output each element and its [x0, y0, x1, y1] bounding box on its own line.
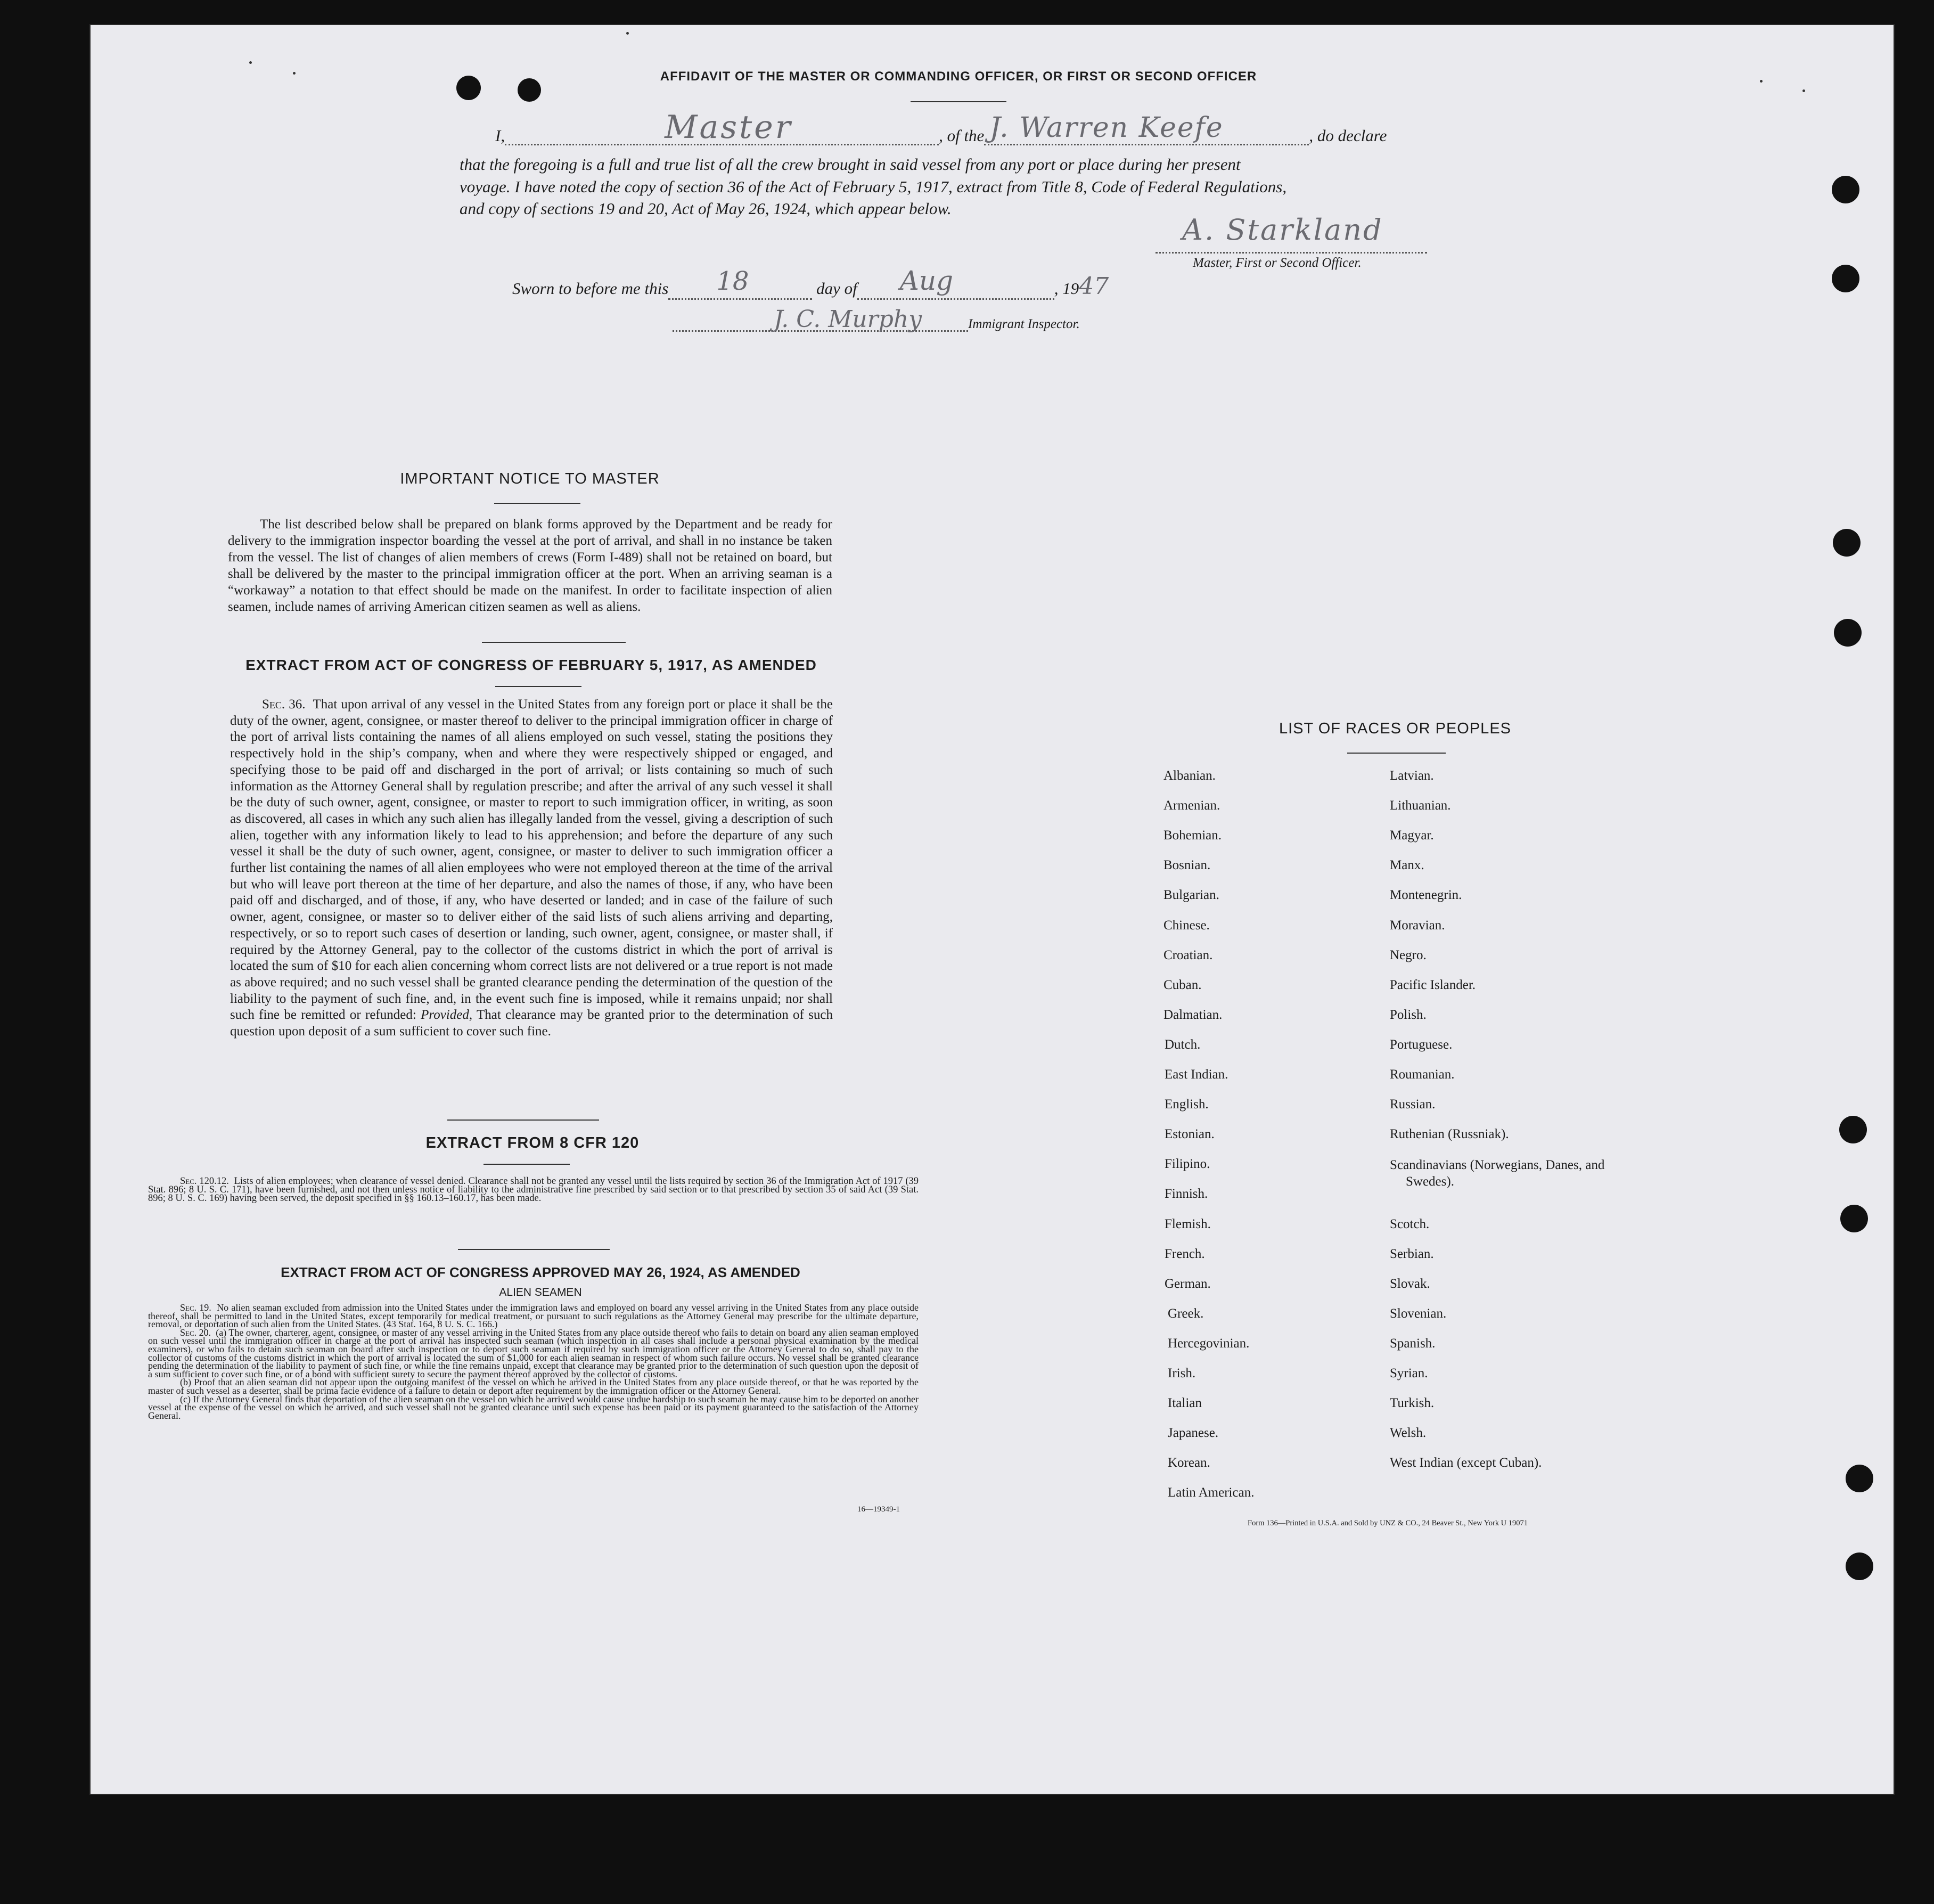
race-item: English.: [1165, 1097, 1209, 1112]
race-item: Dalmatian.: [1163, 1007, 1223, 1022]
punch-hole: [1834, 619, 1862, 647]
race-item: Roumanian.: [1390, 1067, 1455, 1082]
punch-hole: [1833, 529, 1861, 557]
speck: [626, 32, 629, 35]
race-item: Scandinavians (Norwegians, Danes, and Swedes).: [1390, 1158, 1605, 1189]
handwritten-day: 18: [716, 266, 749, 296]
divider: [1347, 753, 1446, 754]
punch-hole: [456, 76, 481, 100]
section-20a-text: (a) The owner, charterer, agent, consignee, or master of any vessel arriving in the United States from any place outside thereof who fails to detain on board any alien seaman employed on such vessel until the immigration officer in charge at the port of arrival has inspected such seaman (which inspection in all cases shall include a personal physical examination by the medical examiners), or who fails to detain such seaman on board after such inspection or to deport such seaman if required by such immigration officer or the Attorney General to do so, shall pay to the collector of customs of the customs district in which the port of arrival is located the sum of $1,000 for each alien seaman in respect of whom such failure occurs. No vessel shall be granted clearance pending the determination of the liability to payment of such fine, or while the fine remains unpaid, except that clearance may be granted prior to the determination of such question upon the deposit of a sum sufficient to cover such fine, or of a bond with sufficient surety to secure the payment thereof approved by the collector of customs.: [148, 1327, 919, 1379]
punch-hole: [1846, 1465, 1873, 1492]
race-item: Chinese.: [1163, 918, 1210, 933]
master-signature: A. Starkland: [1182, 213, 1383, 247]
race-item: Magyar.: [1390, 828, 1434, 843]
extract-1917-heading: EXTRACT FROM ACT OF CONGRESS OF FEBRUARY 5, 1917, AS AMENDED: [245, 657, 817, 673]
section-120-text: Lists of alien employees; when clearance of vessel denied. Clearance shall not be granted any vessel until the lists required by section 36 of the Immigration Act of 1917 (39 Stat. 896; 8 U. S. C. 171), have been furnished, and not then unless notice of liability to the administrative fine prescribed by said section or to that prescribed by section 35 of said Act (39 Stat. 896; 8 U. S. C. 169) having been served, the deposit specified in §§ 160.13–160.17, has been made.: [148, 1176, 919, 1204]
race-item: Cuban.: [1163, 977, 1202, 992]
inspector-caption: Immigrant Inspector.: [968, 317, 1080, 331]
race-item: Moravian.: [1390, 918, 1445, 933]
race-item: Finnish.: [1165, 1187, 1208, 1202]
master-signature-line: [1156, 252, 1427, 254]
section-20a-paragraph: [148, 1329, 919, 1379]
race-item: Slovak.: [1390, 1276, 1430, 1291]
section-36-label: Sec. 36.: [262, 697, 306, 712]
extract-cfr-text: [148, 1178, 919, 1203]
notice-paragraph: The list described below shall be prepared on blank forms approved by the Department and be ready for delivery to the immigration inspector boarding the vessel at the port of arrival, and shall in no instance be taken from the vessel. The list of changes of alien members of crews (Form I-489) shall not be retained on board, but shall be delivered by the master to the principal immigration officer at the port. When an arriving seaman is a “workaway” a notation to that effect should be made on the manifest. In order to facilitate inspection of alien seamen, include names of arriving American citizen seamen as well as aliens.: [228, 517, 832, 614]
handwritten-month: Aug: [899, 265, 954, 296]
inspector-signature-field: [673, 306, 968, 333]
extract-1924-text: [148, 1304, 919, 1420]
race-item: Bohemian.: [1163, 828, 1222, 843]
speck: [293, 72, 296, 75]
race-item: Estonian.: [1165, 1127, 1215, 1142]
declaration-line-4: and copy of sections 19 and 20, Act of May 26, 1924, which appear below.: [460, 199, 952, 218]
race-item: Welsh.: [1390, 1426, 1427, 1441]
do-declare-label: , do declare: [1309, 126, 1387, 145]
affidavit-title: AFFIDAVIT OF THE MASTER OR COMMANDING OFFICER, OR FIRST OR SECOND OFFICER: [660, 69, 1257, 84]
race-item: Bulgarian.: [1163, 888, 1219, 903]
extract-1924-heading: EXTRACT FROM ACT OF CONGRESS APPROVED MAY 26, 1924, AS AMENDED: [281, 1264, 800, 1280]
alien-seamen-subheading: ALIEN SEAMEN: [499, 1286, 582, 1298]
race-item: Serbian.: [1390, 1246, 1434, 1261]
divider: [911, 101, 1006, 102]
section-36-text-end: That clearance may be granted prior to the determination of such question upon deposit of a sum sufficient to cover such fine.: [230, 1008, 833, 1039]
day-of-label: day of: [816, 279, 857, 298]
race-item: Polish.: [1390, 1007, 1427, 1022]
declaration-line-1: [495, 109, 1459, 156]
divider: [482, 642, 626, 643]
speck: [1760, 80, 1763, 83]
divider: [447, 1119, 599, 1121]
month-field: [857, 265, 1054, 300]
section-20c-paragraph: (c) If the Attorney General finds that deportation of the alien seaman on the vessel on which he arrived would cause undue hardship to such seaman he may cause him to be deported on another vessel at the expense of the vessel on which he arrived, and such vessel shall not be granted clearance until such expense has been paid or its payment guaranteed to the satisfaction of the Attorney General.: [148, 1393, 919, 1421]
race-item: Japanese.: [1168, 1426, 1219, 1441]
race-item: Russian.: [1390, 1097, 1436, 1112]
race-item: Syrian.: [1390, 1366, 1428, 1380]
section-120-label: Sec. 120.12.: [180, 1176, 229, 1187]
year-prefix: , 19: [1054, 279, 1079, 298]
race-item: French.: [1165, 1246, 1205, 1261]
race-item: Slovenian.: [1390, 1306, 1447, 1321]
handwritten-rank: Master: [665, 109, 793, 146]
section-120-paragraph: [148, 1178, 919, 1203]
notice-heading: IMPORTANT NOTICE TO MASTER: [400, 470, 660, 487]
speck: [249, 61, 252, 64]
race-item: Latin American.: [1168, 1485, 1255, 1500]
race-item: Spanish.: [1390, 1336, 1436, 1351]
races-heading: LIST OF RACES OR PEOPLES: [1279, 720, 1512, 737]
race-item: Montenegrin.: [1390, 888, 1462, 903]
race-item: Bosnian.: [1163, 858, 1211, 873]
sworn-label: Sworn to before me this: [512, 279, 669, 298]
vessel-field: [984, 112, 1309, 145]
race-item: Croatian.: [1163, 947, 1213, 962]
race-item: Flemish.: [1165, 1216, 1211, 1231]
master-caption: Master, First or Second Officer.: [1193, 256, 1362, 270]
race-item: Lithuanian.: [1390, 798, 1451, 813]
race-item: Irish.: [1168, 1366, 1196, 1380]
race-item: East Indian.: [1165, 1067, 1228, 1082]
handwritten-year: 47: [1079, 273, 1109, 300]
divider: [483, 1164, 570, 1165]
race-item: Filipino.: [1165, 1157, 1210, 1172]
section-19-paragraph: [148, 1304, 919, 1329]
race-item: German.: [1165, 1276, 1211, 1291]
race-item: Negro.: [1390, 947, 1427, 962]
race-item: Korean.: [1168, 1456, 1210, 1470]
race-item: Greek.: [1168, 1306, 1204, 1321]
race-item: Portuguese.: [1390, 1037, 1453, 1052]
punch-hole: [1846, 1552, 1873, 1580]
race-item: Turkish.: [1390, 1396, 1435, 1411]
declaration-line-2: that the foregoing is a full and true list of all the crew brought in said vessel from any port or place during her present: [460, 155, 1241, 174]
of-the-label: , of the: [939, 126, 985, 145]
rank-field: [505, 109, 939, 146]
section-20-label: Sec. 20.: [180, 1327, 211, 1338]
punch-hole: [518, 78, 541, 102]
printer-footer: Form 136—Printed in U.S.A. and Sold by UNZ & CO., 24 Beaver St., New York U 19071: [1248, 1519, 1528, 1527]
handwritten-vessel: J. Warren Keefe: [989, 112, 1224, 144]
punch-hole: [1832, 265, 1859, 292]
provided-label: Provided,: [421, 1008, 473, 1023]
section-36-text: That upon arrival of any vessel in the United States from any foreign port or place it shall be the duty of the owner, agent, consignee, or master thereof to deliver to the principal immigration officer in charge of the port of arrival lists containing the names of all aliens employed on such vessel, stating the positions they respectively hold in the ship’s company, when and where they were respectively shipped or engaged, and specifying those to be paid off and discharged in the port of arrival; or lists containing so much of such information as the Attorney General shall by regulation prescribe; and after the arrival of any such vessel it shall be the duty of such owner, agent, consignee, or master to report to such immigration officer, in writing, as soon as discovered, all cases in which any such alien has illegally landed from the vessel, giving a description of such alien, together with any information likely to lead to his apprehension; and before the departure of any such vessel it shall be the duty of such owner, agent, consignee, or master to deliver to such immigration officer a further list containing the names of all alien employees who were not employed thereon at the time of the arrival but who will leave port thereon at the time of her departure, and also the names of those, if any, who have been paid off and discharged, and of those, if any, who have deserted or landed; and in case of the failure of such owner, agent, consignee, or master so to deliver either of the said lists of such aliens arriving and departing, respectively, or so to report such cases of desertion or landing, such owner, agent, consignee, or master shall, if required by the Attorney General, pay to the collector of the customs district in which the port of arrival is located the sum of $10 for each alien concerning whom correct lists are not delivered or a true report is not made as above required; and no such vessel shall be granted clearance pending the determination of the question of the liability to the payment of such fine, and, in the event such fine is imposed, while it remains unpaid; nor shall such fine be remitted or refunded:: [230, 697, 833, 1023]
race-item: Armenian.: [1163, 798, 1220, 813]
race-item: Albanian.: [1163, 769, 1216, 783]
inspector-line: [673, 306, 1205, 346]
day-field: [668, 266, 812, 300]
race-item: Italian: [1168, 1396, 1202, 1411]
race-item: West Indian (except Cuban).: [1390, 1456, 1542, 1470]
section-19-label: Sec. 19.: [180, 1302, 211, 1313]
divider: [495, 686, 581, 687]
section-19-text: No alien seaman excluded from admission into the United States under the immigration laws and employed on board any vessel arriving in the United States from any place outside thereof, shall be permitted to land in the United States, except temporarily for medical treatment, or pursuant to such regulations as the Attorney General may prescribe for the ultimate departure, removal, or deportation of such alien from the United States. (43 Stat. 164, 8 U. S. C. 166.): [148, 1302, 919, 1330]
section-36-paragraph: [230, 697, 833, 1040]
form-number: 16—19349-1: [857, 1505, 900, 1514]
race-item: Scotch.: [1390, 1216, 1430, 1231]
race-item: Pacific Islander.: [1390, 977, 1476, 992]
section-20b-paragraph: (b) Proof that an alien seaman did not appear upon the outgoing manifest of the vessel on which he arrived in the United States from any place outside thereof, or that he was reported by the master of such vessel as a deserter, shall be prima facie evidence of a failure to detain or deport after requirement by the immigration officer or the Attorney General.: [148, 1377, 919, 1396]
race-item: Hercegovinian.: [1168, 1336, 1250, 1351]
speck: [1802, 89, 1805, 92]
race-item: Manx.: [1390, 858, 1424, 873]
race-item: Latvian.: [1390, 769, 1434, 783]
extract-cfr-heading: EXTRACT FROM 8 CFR 120: [425, 1134, 640, 1151]
inspector-signature: J. C. Murphy: [774, 306, 922, 333]
divider: [494, 503, 580, 504]
punch-hole: [1839, 1116, 1867, 1143]
i-label: I,: [495, 126, 505, 145]
declaration-line-3: voyage. I have noted the copy of section 36 of the Act of February 5, 1917, extract from Title 8, Code of Federal Regulations,: [460, 177, 1287, 196]
race-item: Dutch.: [1165, 1037, 1201, 1052]
sworn-line: [512, 265, 1204, 305]
extract-1917-text: [230, 697, 833, 1040]
race-item: Ruthenian (Russniak).: [1390, 1127, 1509, 1142]
divider: [458, 1249, 610, 1250]
punch-hole: [1840, 1205, 1868, 1232]
punch-hole: [1832, 176, 1859, 203]
notice-text: [228, 516, 832, 615]
